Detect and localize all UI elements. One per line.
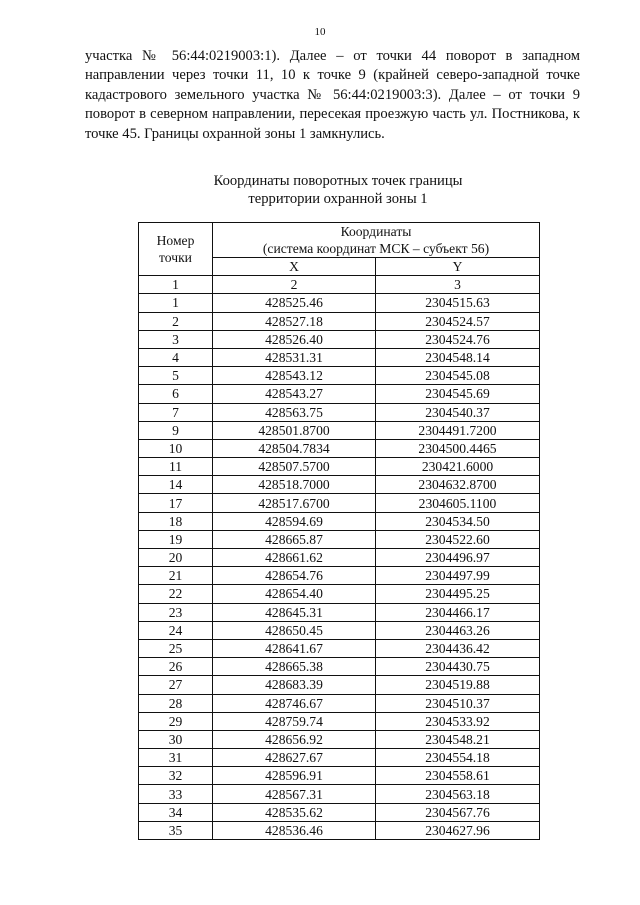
table-row <box>139 458 540 476</box>
x-coordinate-cell: 428627.67 <box>213 749 376 767</box>
point-number-cell: 26 <box>139 658 213 676</box>
point-number-cell: 3 <box>139 330 213 348</box>
table-row <box>139 785 540 803</box>
page-number: 10 <box>314 26 326 38</box>
point-number-cell: 18 <box>139 512 213 530</box>
y-coordinate-cell: 2304463.26 <box>376 621 540 639</box>
x-coordinate-cell: 428507.5700 <box>213 458 376 476</box>
table-row <box>139 439 540 457</box>
point-number-cell: 30 <box>139 730 213 748</box>
y-coordinate-cell: 230421.6000 <box>376 458 540 476</box>
point-number-cell: 34 <box>139 803 213 821</box>
x-coordinate-cell: 428759.74 <box>213 712 376 730</box>
y-coordinate-cell: 2304534.50 <box>376 512 540 530</box>
x-coordinate-cell: 428594.69 <box>213 512 376 530</box>
point-number-cell: 9 <box>139 421 213 439</box>
x-coordinate-cell: 428517.6700 <box>213 494 376 512</box>
table-row <box>139 821 540 839</box>
point-number-cell: 2 <box>139 312 213 330</box>
header-point-line-1: Номер <box>156 233 195 249</box>
y-coordinate-cell: 2304558.61 <box>376 767 540 785</box>
table-row <box>139 658 540 676</box>
table-row <box>139 476 540 494</box>
table-body <box>139 294 540 840</box>
y-coordinate-cell: 2304524.57 <box>376 312 540 330</box>
table-title-line-2: территории охранной зоны 1 <box>248 191 428 207</box>
point-number-cell: 29 <box>139 712 213 730</box>
table-row <box>139 694 540 712</box>
table-row <box>139 367 540 385</box>
x-coordinate-cell: 428535.62 <box>213 803 376 821</box>
table-row <box>139 312 540 330</box>
point-number-cell: 17 <box>139 494 213 512</box>
header-point-number <box>139 223 213 276</box>
y-coordinate-cell: 2304495.25 <box>376 585 540 603</box>
y-coordinate-cell: 2304563.18 <box>376 785 540 803</box>
x-coordinate-cell: 428504.7834 <box>213 439 376 457</box>
x-coordinate-cell: 428683.39 <box>213 676 376 694</box>
column-number-row <box>139 276 540 294</box>
table-row <box>139 494 540 512</box>
y-coordinate-cell: 2304515.63 <box>376 294 540 312</box>
point-number-cell: 14 <box>139 476 213 494</box>
intro-paragraph: участка № 56:44:0219003:1). Далее – от точки 44 поворот в западном направлении через точки 11, 10 к точке 9 (крайней северо-западной точке кадастрового земельного участка № 56:44:0219003:3). Далее – от точки 9 поворот в северном направлении, пересекая проезжую часть ул. Постникова, к точке 45. Границы охранной зоны 1 замкнулись. <box>85 48 580 142</box>
y-coordinate-cell: 2304500.4465 <box>376 439 540 457</box>
point-number-cell: 27 <box>139 676 213 694</box>
point-number-cell: 24 <box>139 621 213 639</box>
table-row <box>139 639 540 657</box>
table-row <box>139 549 540 567</box>
table-row <box>139 294 540 312</box>
table-row <box>139 385 540 403</box>
x-coordinate-cell: 428527.18 <box>213 312 376 330</box>
x-coordinate-cell: 428665.38 <box>213 658 376 676</box>
x-coordinate-cell: 428645.31 <box>213 603 376 621</box>
header-y: Y <box>376 258 540 276</box>
table-row <box>139 712 540 730</box>
y-coordinate-cell: 2304545.69 <box>376 385 540 403</box>
x-coordinate-cell: 428525.46 <box>213 294 376 312</box>
x-coordinate-cell: 428654.40 <box>213 585 376 603</box>
x-coordinate-cell: 428596.91 <box>213 767 376 785</box>
y-coordinate-cell: 2304548.21 <box>376 730 540 748</box>
y-coordinate-cell: 2304510.37 <box>376 694 540 712</box>
x-coordinate-cell: 428746.67 <box>213 694 376 712</box>
y-coordinate-cell: 2304496.97 <box>376 549 540 567</box>
table-row <box>139 567 540 585</box>
x-coordinate-cell: 428563.75 <box>213 403 376 421</box>
point-number-cell: 10 <box>139 439 213 457</box>
x-coordinate-cell: 428531.31 <box>213 348 376 366</box>
x-coordinate-cell: 428543.27 <box>213 385 376 403</box>
y-coordinate-cell: 2304548.14 <box>376 348 540 366</box>
table-row <box>139 585 540 603</box>
table-row <box>139 512 540 530</box>
point-number-cell: 32 <box>139 767 213 785</box>
y-coordinate-cell: 2304545.08 <box>376 367 540 385</box>
x-coordinate-cell: 428665.87 <box>213 530 376 548</box>
header-x: X <box>213 258 376 276</box>
y-coordinate-cell: 2304567.76 <box>376 803 540 821</box>
x-coordinate-cell: 428650.45 <box>213 621 376 639</box>
x-coordinate-cell: 428518.7000 <box>213 476 376 494</box>
point-number-cell: 33 <box>139 785 213 803</box>
column-number-2: 2 <box>213 276 376 294</box>
x-coordinate-cell: 428567.31 <box>213 785 376 803</box>
table-header <box>139 223 540 294</box>
table-row <box>139 767 540 785</box>
y-coordinate-cell: 2304497.99 <box>376 567 540 585</box>
point-number-cell: 5 <box>139 367 213 385</box>
x-coordinate-cell: 428661.62 <box>213 549 376 567</box>
point-number-cell: 21 <box>139 567 213 585</box>
point-number-cell: 6 <box>139 385 213 403</box>
y-coordinate-cell: 2304632.8700 <box>376 476 540 494</box>
x-coordinate-cell: 428526.40 <box>213 330 376 348</box>
table-row <box>139 621 540 639</box>
header-coordinates-line-2: (система координат МСК – субъект 56) <box>262 241 490 256</box>
header-coordinates <box>213 223 540 258</box>
y-coordinate-cell: 2304491.7200 <box>376 421 540 439</box>
y-coordinate-cell: 2304627.96 <box>376 821 540 839</box>
y-coordinate-cell: 2304605.1100 <box>376 494 540 512</box>
y-coordinate-cell: 2304430.75 <box>376 658 540 676</box>
point-number-cell: 23 <box>139 603 213 621</box>
point-number-cell: 25 <box>139 639 213 657</box>
table-title-line-1: Координаты поворотных точек границы <box>213 173 463 189</box>
y-coordinate-cell: 2304522.60 <box>376 530 540 548</box>
point-number-cell: 4 <box>139 348 213 366</box>
y-coordinate-cell: 2304519.88 <box>376 676 540 694</box>
point-number-cell: 19 <box>139 530 213 548</box>
point-number-cell: 31 <box>139 749 213 767</box>
point-number-cell: 1 <box>139 294 213 312</box>
x-coordinate-cell: 428536.46 <box>213 821 376 839</box>
point-number-cell: 35 <box>139 821 213 839</box>
point-number-cell: 22 <box>139 585 213 603</box>
point-number-cell: 7 <box>139 403 213 421</box>
table-row <box>139 730 540 748</box>
coordinates-table <box>138 222 540 840</box>
table-row <box>139 749 540 767</box>
column-number-3: 3 <box>376 276 540 294</box>
point-number-cell: 28 <box>139 694 213 712</box>
table-row <box>139 330 540 348</box>
point-number-cell: 11 <box>139 458 213 476</box>
header-coordinates-line-1: Координаты <box>340 224 412 239</box>
header-point-line-2: точки <box>159 250 192 266</box>
y-coordinate-cell: 2304466.17 <box>376 603 540 621</box>
table-row <box>139 348 540 366</box>
table-row <box>139 403 540 421</box>
x-coordinate-cell: 428543.12 <box>213 367 376 385</box>
x-coordinate-cell: 428501.8700 <box>213 421 376 439</box>
x-coordinate-cell: 428641.67 <box>213 639 376 657</box>
y-coordinate-cell: 2304533.92 <box>376 712 540 730</box>
point-number-cell: 20 <box>139 549 213 567</box>
y-coordinate-cell: 2304540.37 <box>376 403 540 421</box>
table-row <box>139 676 540 694</box>
y-coordinate-cell: 2304554.18 <box>376 749 540 767</box>
y-coordinate-cell: 2304524.76 <box>376 330 540 348</box>
table-row <box>139 603 540 621</box>
x-coordinate-cell: 428654.76 <box>213 567 376 585</box>
table-row <box>139 421 540 439</box>
column-number-1: 1 <box>139 276 213 294</box>
x-coordinate-cell: 428656.92 <box>213 730 376 748</box>
y-coordinate-cell: 2304436.42 <box>376 639 540 657</box>
table-title <box>0 172 640 208</box>
table-row <box>139 803 540 821</box>
table-row <box>139 530 540 548</box>
